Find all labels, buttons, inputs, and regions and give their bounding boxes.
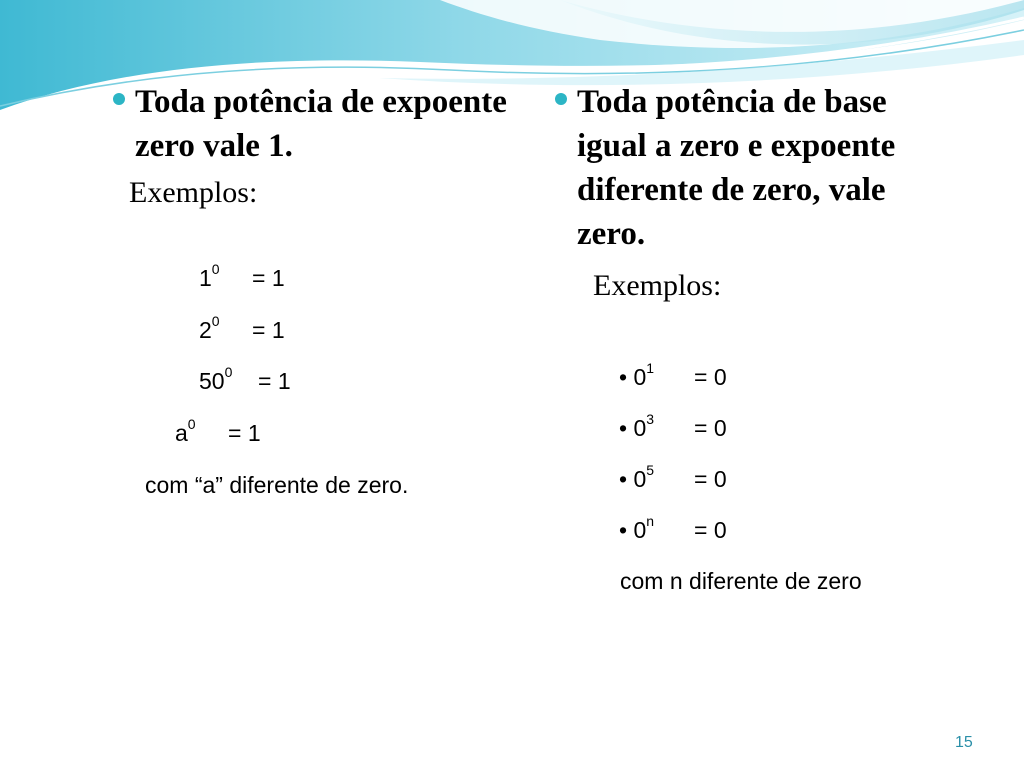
left-column: [113, 80, 513, 168]
left-note: com “a” diferente de zero.: [145, 472, 409, 498]
right-column: [555, 80, 935, 256]
right-examples-label: Exemplos:: [593, 269, 722, 302]
left-equation: $2^0$ = 1: [199, 313, 285, 343]
left-examples-label: Exemplos:: [129, 176, 258, 209]
right-equation: • 0$^n$ = 0: [619, 513, 727, 543]
bullet-icon: [113, 93, 125, 105]
right-bullet: [555, 80, 935, 256]
left-equation: $a^0$ = 1: [175, 416, 261, 446]
left-equation: $1^0$ = 1: [199, 261, 285, 291]
right-equation: • $0^1$ = 0: [619, 360, 727, 390]
left-heading: Toda potência de expoente zero vale 1.: [135, 84, 507, 164]
right-equation: • $0^5$ = 0: [619, 462, 727, 492]
left-bullet: [113, 80, 513, 168]
right-note: com n diferente de zero: [620, 568, 862, 594]
right-equation: • $0^3$ = 0: [619, 411, 727, 441]
bullet-icon: [555, 93, 567, 105]
left-equation: $50^0$ = 1: [199, 364, 291, 394]
page-number: 15: [955, 734, 973, 751]
right-heading: Toda potência de base igual a zero e expoente diferente de zero, vale zero.: [577, 84, 896, 252]
